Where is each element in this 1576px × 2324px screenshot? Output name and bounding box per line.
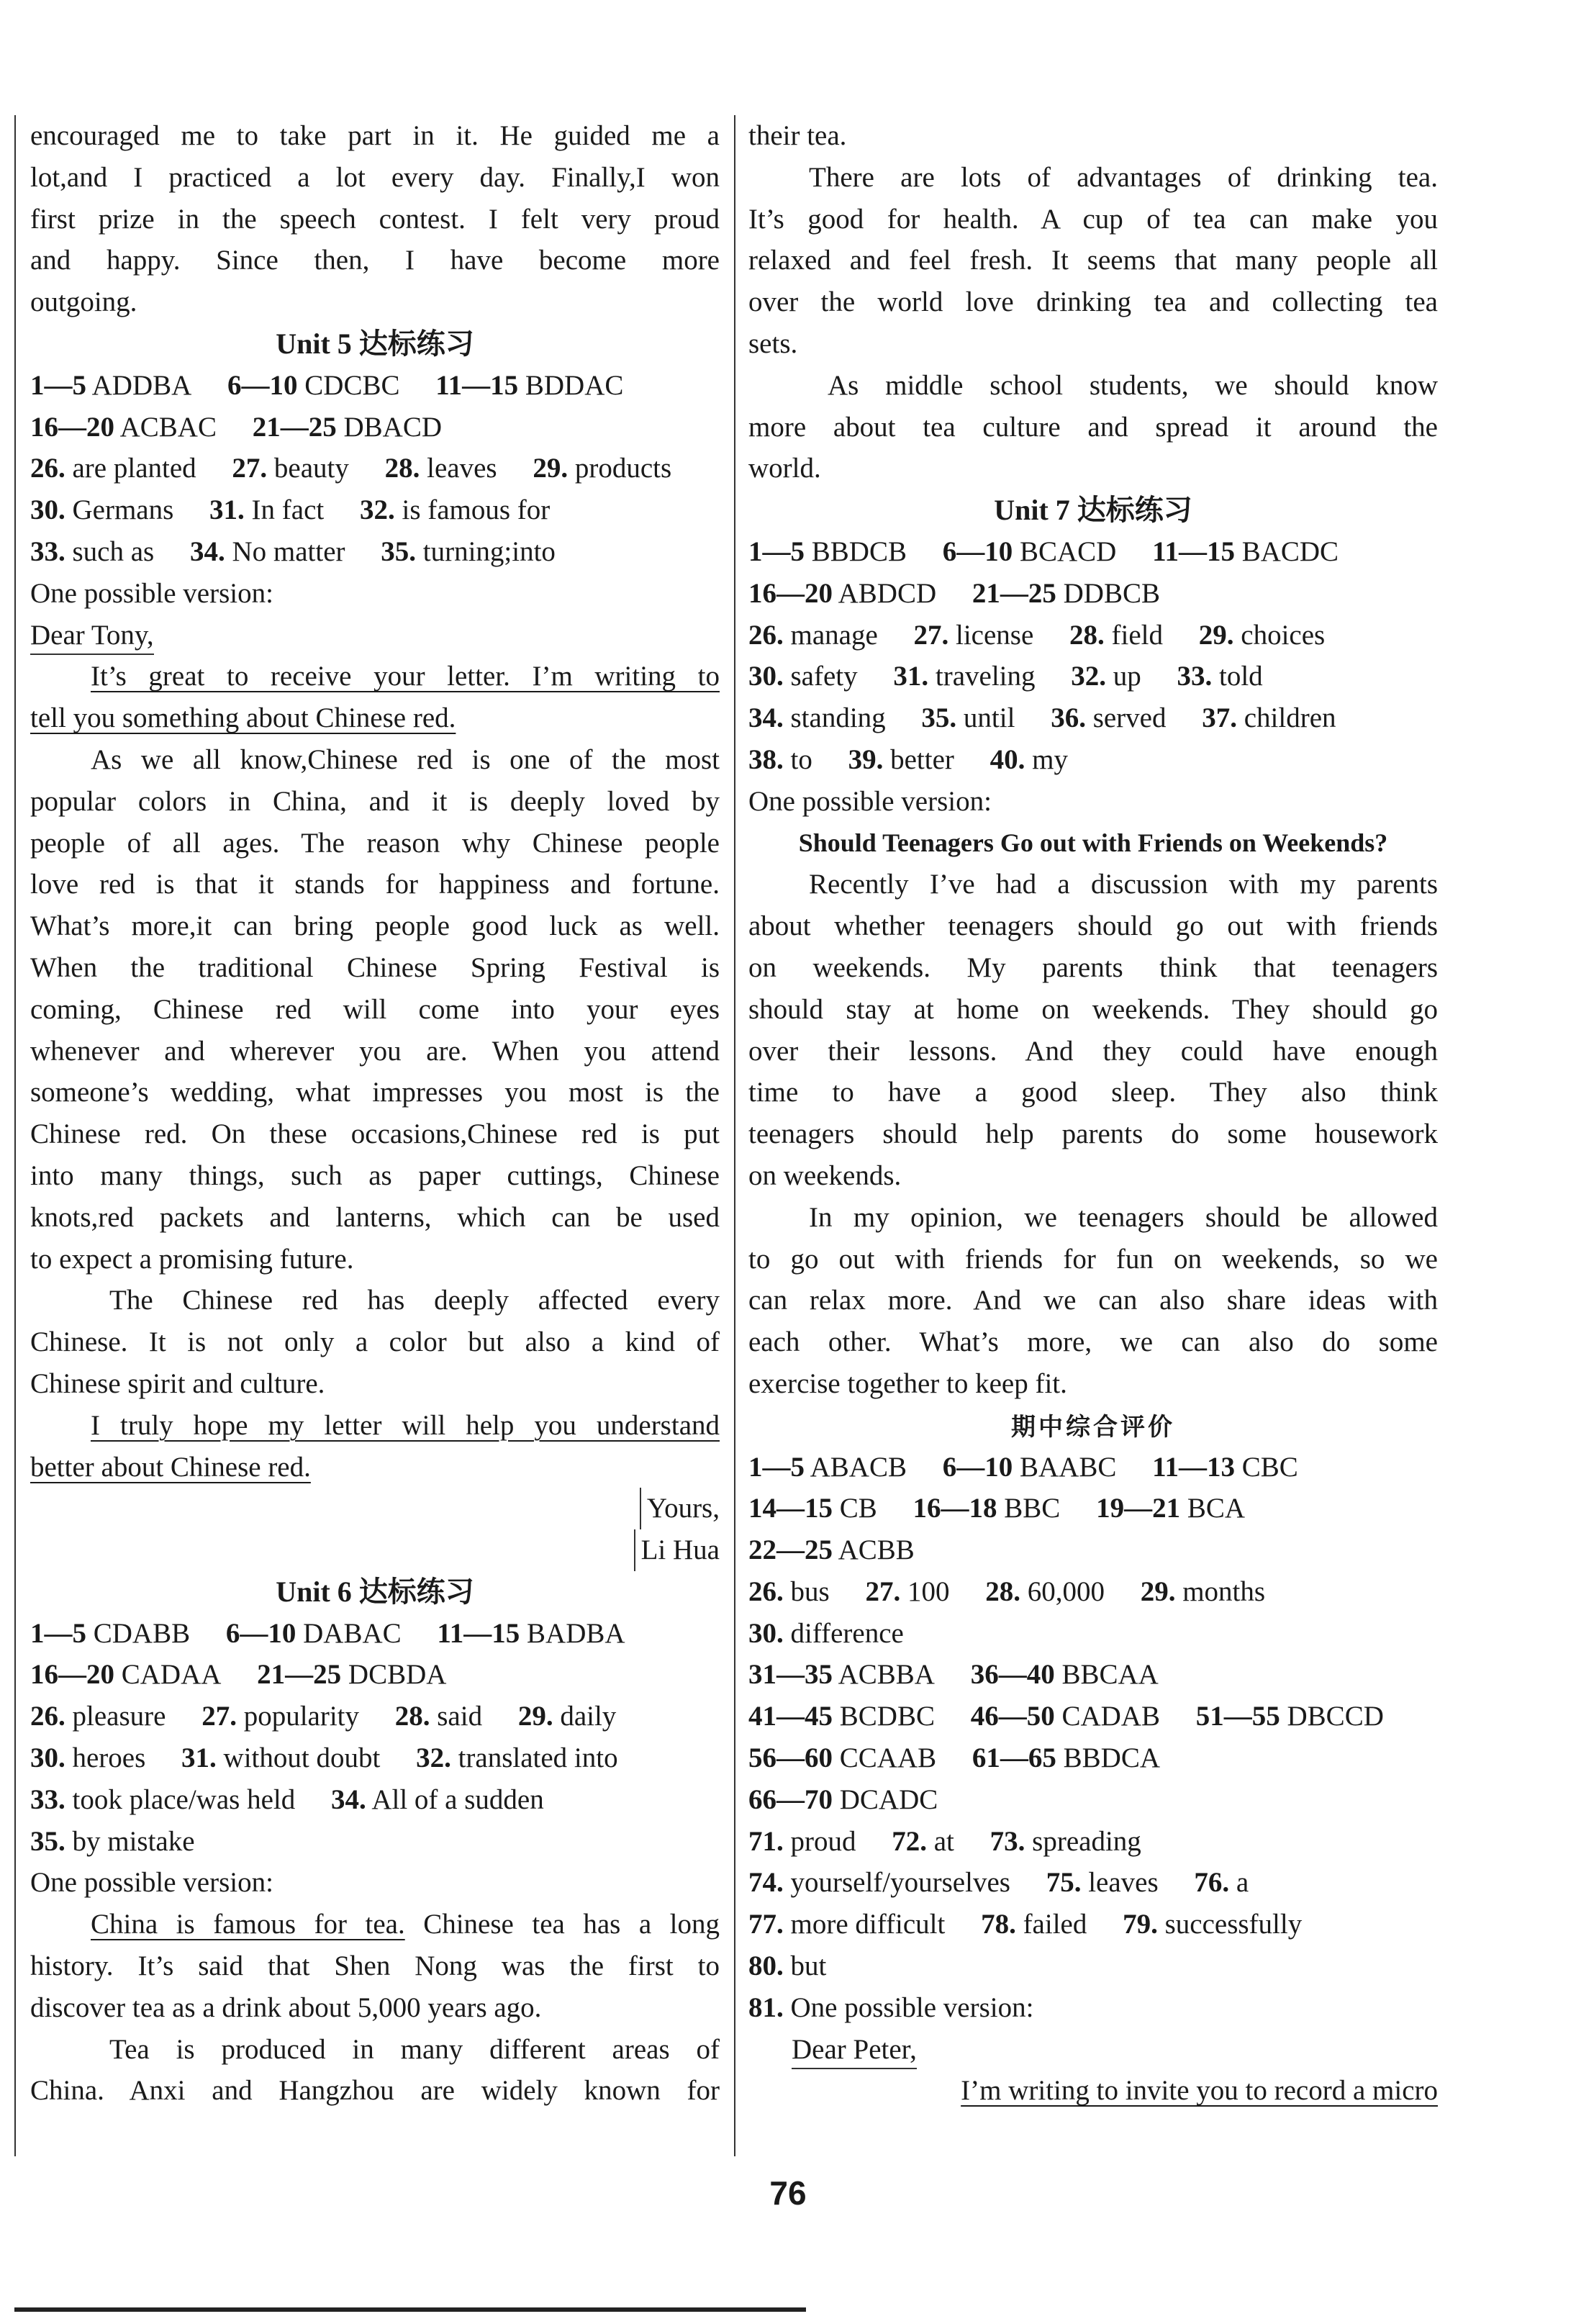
- midterm-answers-row: 66—70 DCADC: [748, 1783, 938, 1815]
- unit5-heading: Unit 5 达标练习: [276, 327, 474, 360]
- unit6-heading: Unit 6 达标练习: [276, 1575, 474, 1608]
- essay-line: As we all know,Chinese red is one of the most: [91, 743, 720, 775]
- essay-line: There are lots of advantages of drinking tea.: [809, 161, 1438, 193]
- essay-line: can relax more. And we can also share ideas with: [748, 1285, 1438, 1316]
- version-label: One possible version:: [30, 1867, 273, 1899]
- midterm-answers-row: 31—35 ACBBA 36—40 BBCAA: [748, 1659, 1159, 1691]
- essay-title: Should Teenagers Go out with Friends on Weekends?: [798, 828, 1388, 857]
- text-line: and happy. Since then, I have become more: [30, 245, 720, 276]
- unit5-answers-row: 1—5 ADDBA 6—10 CDCBC 11—15 BDDAC: [30, 369, 624, 401]
- version-label: One possible version:: [748, 785, 992, 817]
- text-line: lot,and I practiced a lot every day. Finally,I won: [30, 161, 720, 193]
- essay-line: over the world love drinking tea and collecting tea: [748, 286, 1438, 318]
- unit5-fill-row: 30. Germans 31. In fact 32. is famous for: [30, 494, 551, 526]
- text-line: outgoing.: [30, 286, 137, 318]
- essay-line: should stay at home on weekends. They should go: [748, 993, 1438, 1025]
- unit7-fill-row: 34. standing 35. until 36. served 37. children: [748, 702, 1336, 734]
- essay-line: each other. What’s more, we can also do some: [748, 1326, 1438, 1358]
- essay-line: Tea is produced in many different areas of: [109, 2033, 720, 2065]
- essay-line: Recently I’ve had a discussion with my parents: [809, 869, 1438, 900]
- essay-line: China is famous for tea. Chinese tea has a long: [91, 1909, 720, 1940]
- essay-line: whenever and wherever you are. When you attend: [30, 1035, 720, 1067]
- midterm-answers-row: 1—5 ABACB 6—10 BAABC 11—13 CBC: [748, 1451, 1298, 1483]
- essay-line: on weekends. My parents think that teenagers: [748, 951, 1438, 983]
- unit7-fill-row: 26. manage 27. license 28. field 29. choices: [748, 619, 1326, 651]
- essay-line: sets.: [748, 327, 798, 359]
- essay-line: better about Chinese red.: [30, 1451, 311, 1483]
- unit5-fill-row: 33. such as 34. No matter 35. turning;into: [30, 535, 556, 567]
- essay-line: As middle school students, we should know: [828, 369, 1438, 401]
- essay-line: coming, Chinese red will come into your eyes: [30, 993, 720, 1025]
- essay-line: Chinese. It is not only a color but also a kind of: [30, 1326, 720, 1358]
- essay-line: someone’s wedding, what impresses you most is the: [30, 1077, 720, 1108]
- page-number: 76: [769, 2174, 807, 2212]
- unit7-heading: Unit 7 达标练习: [994, 494, 1192, 527]
- essay-line: world.: [748, 453, 821, 484]
- unit7-fill-row: 38. to 39. better 40. my: [748, 743, 1068, 775]
- essay-line: It’s great to receive your letter. I’m writing to: [91, 661, 720, 692]
- essay-line: The Chinese red has deeply affected every: [109, 1285, 720, 1316]
- midterm-fill-row: 30. difference: [748, 1617, 904, 1649]
- midterm-fill-row: 77. more difficult 78. failed 79. successfully: [748, 1909, 1303, 1940]
- text-line: encouraged me to take part in it. He guided me a: [30, 120, 720, 151]
- right-column: [748, 115, 1438, 2112]
- left-margin-rule: [14, 115, 16, 2156]
- essay-line: to expect a promising future.: [30, 1243, 354, 1275]
- unit6-fill-row: 26. pleasure 27. popularity 28. said 29. daily: [30, 1701, 617, 1732]
- unit7-fill-row: 30. safety 31. traveling 32. up 33. told: [748, 661, 1263, 692]
- column-divider: [734, 115, 735, 2156]
- essay-line: Chinese red. On these occasions,Chinese red is put: [30, 1118, 720, 1150]
- essay-line: relaxed and feel fresh. It seems that many people all: [748, 245, 1438, 276]
- essay-line: love red is that it stands for happiness and fortune.: [30, 869, 720, 900]
- footer-rule: [14, 2307, 806, 2312]
- essay-line: When the traditional Chinese Spring Festival is: [30, 951, 720, 983]
- essay-line: to go out with friends for fun on weekends, so we: [748, 1243, 1438, 1275]
- unit6-answers-row: 16—20 CADAA 21—25 DCBDA: [30, 1659, 447, 1691]
- midterm-heading: 期中综合评价: [1011, 1412, 1175, 1442]
- left-column: [30, 115, 720, 2112]
- signature: Li Hua: [30, 1529, 720, 1571]
- midterm-q81: 81. One possible version:: [748, 1991, 1034, 2023]
- unit5-fill-row: 26. are planted 27. beauty 28. leaves 29. products: [30, 453, 672, 484]
- midterm-fill-row: 80. but: [748, 1950, 827, 1982]
- essay-line: on weekends.: [748, 1159, 902, 1191]
- closing: Yours,: [30, 1488, 720, 1529]
- essay-line: time to have a good sleep. They also think: [748, 1077, 1438, 1108]
- essay-line: What’s more,it can bring people good luck as well.: [30, 910, 720, 942]
- essay-line: their tea.: [748, 120, 847, 151]
- unit7-answers-row: 16—20 ABDCD 21—25 DDBCB: [748, 577, 1161, 609]
- unit6-fill-row: 35. by mistake: [30, 1825, 195, 1857]
- midterm-fill-row: 71. proud 72. at 73. spreading: [748, 1825, 1141, 1857]
- essay-line: I truly hope my letter will help you understand: [91, 1409, 720, 1441]
- essay-line: I’m writing to invite you to record a micro: [961, 2075, 1438, 2107]
- midterm-answers-row: 22—25 ACBB: [748, 1534, 915, 1566]
- midterm-answers-row: 41—45 BCDBC 46—50 CADAB 51—55 DBCCD: [748, 1701, 1384, 1732]
- essay-line: into many things, such as paper cuttings, Chinese: [30, 1159, 720, 1191]
- midterm-answers-row: 14—15 CB 16—18 BBC 19—21 BCA: [748, 1493, 1246, 1524]
- midterm-answers-row: 56—60 CCAAB 61—65 BBDCA: [748, 1742, 1160, 1774]
- midterm-fill-row: 26. bus 27. 100 28. 60,000 29. months: [748, 1575, 1266, 1607]
- unit6-fill-row: 30. heroes 31. without doubt 32. translated into: [30, 1742, 618, 1774]
- essay-line: more about tea culture and spread it around the: [748, 411, 1438, 443]
- version-label: One possible version:: [30, 577, 273, 609]
- essay-line: knots,red packets and lanterns, which can be used: [30, 1201, 720, 1233]
- essay-line: popular colors in China, and it is deeply loved by: [30, 785, 720, 817]
- essay-line: discover tea as a drink about 5,000 years ago.: [30, 1991, 542, 2023]
- midterm-fill-row: 74. yourself/yourselves 75. leaves 76. a: [748, 1867, 1249, 1899]
- text-line: first prize in the speech contest. I felt very proud: [30, 203, 720, 235]
- essay-line: about whether teenagers should go out with friends: [748, 910, 1438, 942]
- unit7-answers-row: 1—5 BBDCB 6—10 BCACD 11—15 BACDC: [748, 535, 1339, 567]
- salutation: Dear Tony,: [30, 615, 720, 656]
- essay-line: Chinese spirit and culture.: [30, 1367, 325, 1399]
- unit6-fill-row: 33. took place/was held 34. All of a sudden: [30, 1783, 544, 1815]
- salutation: Dear Peter,: [748, 2029, 1438, 2071]
- unit5-answers-row: 16—20 ACBAC 21—25 DBACD: [30, 411, 443, 443]
- essay-line: tell you something about Chinese red.: [30, 702, 456, 734]
- essay-line: people of all ages. The reason why Chinese people: [30, 827, 720, 859]
- essay-line: It’s good for health. A cup of tea can make you: [748, 203, 1438, 235]
- unit6-answers-row: 1—5 CDABB 6—10 DABAC 11—15 BADBA: [30, 1617, 625, 1649]
- essay-line: over their lessons. And they could have enough: [748, 1035, 1438, 1067]
- essay-line: In my opinion, we teenagers should be allowed: [809, 1201, 1438, 1233]
- essay-line: teenagers should help parents do some housework: [748, 1118, 1438, 1150]
- essay-line: China. Anxi and Hangzhou are widely known for: [30, 2075, 720, 2107]
- essay-line: history. It’s said that Shen Nong was the first to: [30, 1950, 720, 1982]
- essay-line: exercise together to keep fit.: [748, 1367, 1067, 1399]
